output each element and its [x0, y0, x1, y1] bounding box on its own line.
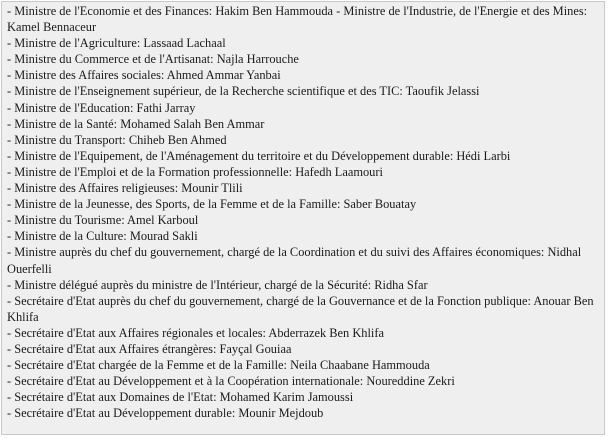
list-item: - Ministre de la Jeunesse, des Sports, de la Femme et de la Famille: Saber Bouatay — [7, 197, 417, 212]
list-item: - Ministre de l'Enseignement supérieur, de la Recherche scientifique et des TIC: Taoufik Jelassi — [7, 84, 480, 99]
ministers-list — [7, 3, 600, 421]
list-item: - Ministre de l'Education: Fathi Jarray — [7, 100, 196, 115]
list-item: - Ministre du Transport: Chiheb Ben Ahmed — [7, 132, 227, 147]
list-item: - Ministre des Affaires sociales: Ahmed Ammar Yanbai — [7, 68, 281, 83]
list-item: - Ministre du Tourisme: Amel Karboul — [7, 213, 199, 228]
list-item: - Ministre de la Culture: Mourad Sakli — [7, 229, 198, 244]
list-item: - Ministre du Commerce et de l'Artisanat: Najla Harrouche — [7, 52, 299, 67]
list-item: - Ministre de l'Equipement, de l'Aménagement du territoire et du Développement durable: Hédi Larbi — [7, 148, 511, 163]
list-item: - Ministre délégué auprès du ministre de l'Intérieur, chargé de la Sécurité: Ridha Sfar — [7, 277, 428, 292]
list-item: - Ministre des Affaires religieuses: Mounir Tlili — [7, 181, 243, 196]
list-item: - Secrétaire d'Etat aux Affaires étrangères: Fayçal Gouiaa — [7, 341, 292, 356]
list-item: - Secrétaire d'Etat aux Domaines de l'Etat: Mohamed Karim Jamoussi — [7, 390, 354, 405]
list-item: - Ministre de l'Economie et des Finances: Hakim Ben Hammouda - Ministre de l'Industrie, de l'Energie et des Mines: Kamel Bennaceur — [7, 4, 588, 35]
list-item: - Ministre de l'Emploi et de la Formation professionnelle: Hafedh Laamouri — [7, 164, 383, 179]
text-panel — [1, 1, 605, 435]
list-item: - Ministre de l'Agriculture: Lassaad Lachaal — [7, 36, 226, 51]
list-item: - Secrétaire d'Etat au Développement durable: Mounir Mejdoub — [7, 406, 324, 421]
list-item: - Ministre de la Santé: Mohamed Salah Ben Ammar — [7, 116, 265, 131]
list-item: - Ministre auprès du chef du gouvernement, chargé de la Coordination et du suivi des Affaires économiques: Nidhal Ouerfelli — [7, 245, 582, 276]
list-item: - Secrétaire d'Etat chargée de la Femme et de la Famille: Neila Chaabane Hammouda — [7, 358, 430, 373]
list-item: - Secrétaire d'Etat auprès du chef du gouvernement, chargé de la Gouvernance et de la Fonction publique: Anouar Ben Khlifa — [7, 293, 594, 324]
list-item: - Secrétaire d'Etat au Développement et à la Coopération internationale: Noureddine Zekri — [7, 374, 455, 389]
list-item: - Secrétaire d'Etat aux Affaires régionales et locales: Abderrazek Ben Khlifa — [7, 325, 384, 340]
